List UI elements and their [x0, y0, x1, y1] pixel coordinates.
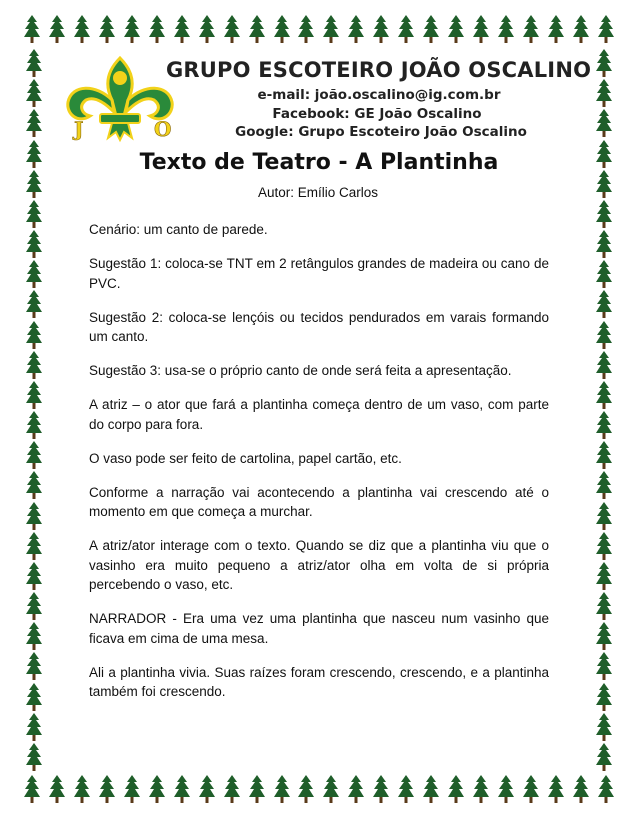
tree-border-bottom	[22, 774, 616, 808]
pine-tree-icon	[24, 108, 44, 138]
pine-tree-icon	[24, 561, 44, 591]
pine-tree-icon	[446, 774, 466, 804]
pine-tree-icon	[594, 108, 614, 138]
pine-tree-icon	[571, 14, 591, 44]
pine-tree-icon	[72, 774, 92, 804]
paragraph: Sugestão 3: usa-se o próprio canto de onde será feita a apresentação.	[89, 363, 512, 378]
pine-tree-icon	[24, 199, 44, 229]
pine-tree-icon	[147, 774, 167, 804]
contact-email: e-mail: joão.oscalino@ig.com.br	[257, 87, 501, 103]
pine-tree-icon	[471, 774, 491, 804]
pine-tree-icon	[24, 289, 44, 319]
pine-tree-icon	[321, 774, 341, 804]
pine-tree-icon	[594, 78, 614, 108]
paragraph: Cenário: um canto de parede.	[89, 222, 268, 237]
pine-tree-icon	[371, 774, 391, 804]
pine-tree-icon	[594, 169, 614, 199]
paragraph: A atriz – o ator que fará a plantinha começa dentro de um vaso, com parte do corpo para fora.	[89, 397, 549, 432]
pine-tree-icon	[172, 14, 192, 44]
pine-tree-icon	[24, 229, 44, 259]
pine-tree-icon	[24, 470, 44, 500]
pine-tree-icon	[24, 651, 44, 681]
contact-google: Google: Grupo Escoteiro João Oscalino	[235, 124, 527, 140]
pine-tree-icon	[222, 774, 242, 804]
pine-tree-icon	[247, 14, 267, 44]
pine-tree-icon	[594, 682, 614, 712]
pine-tree-icon	[496, 774, 516, 804]
pine-tree-icon	[596, 774, 616, 804]
paragraph: Sugestão 1: coloca-se TNT em 2 retângulos grandes de madeira ou cano de PVC.	[89, 256, 549, 291]
pine-tree-icon	[24, 621, 44, 651]
pine-tree-icon	[24, 78, 44, 108]
pine-tree-icon	[97, 14, 117, 44]
pine-tree-icon	[496, 14, 516, 44]
pine-tree-icon	[197, 774, 217, 804]
pine-tree-icon	[147, 14, 167, 44]
pine-tree-icon	[22, 14, 42, 44]
pine-tree-icon	[446, 14, 466, 44]
pine-tree-icon	[594, 289, 614, 319]
pine-tree-icon	[296, 14, 316, 44]
paragraph: Conforme a narração vai acontecendo a plantinha vai crescendo até o momento em que começa a murchar.	[89, 484, 549, 519]
document-body	[89, 220, 549, 716]
pine-tree-icon	[321, 14, 341, 44]
tree-border-left	[24, 48, 44, 772]
fleur-de-lis-logo	[60, 54, 180, 144]
pine-tree-icon	[594, 531, 614, 561]
pine-tree-icon	[594, 259, 614, 289]
pine-tree-icon	[272, 774, 292, 804]
contact-facebook: Facebook: GE João Oscalino	[272, 106, 482, 122]
pine-tree-icon	[296, 774, 316, 804]
pine-tree-icon	[546, 774, 566, 804]
pine-tree-icon	[24, 531, 44, 561]
pine-tree-icon	[24, 712, 44, 742]
pine-tree-icon	[594, 410, 614, 440]
pine-tree-icon	[594, 199, 614, 229]
pine-tree-icon	[24, 139, 44, 169]
pine-tree-icon	[594, 440, 614, 470]
pine-tree-icon	[594, 320, 614, 350]
logo-letter-o: O	[154, 117, 172, 141]
pine-tree-icon	[396, 14, 416, 44]
pine-tree-icon	[421, 774, 441, 804]
organization-name: GRUPO ESCOTEIRO JOÃO OSCALINO	[166, 58, 592, 82]
page-title: Texto de Teatro - A Plantinha	[139, 150, 499, 175]
pine-tree-icon	[122, 774, 142, 804]
pine-tree-icon	[24, 350, 44, 380]
pine-tree-icon	[594, 561, 614, 591]
pine-tree-icon	[247, 774, 267, 804]
pine-tree-icon	[47, 14, 67, 44]
pine-tree-icon	[594, 350, 614, 380]
paragraph: O vaso pode ser feito de cartolina, papel cartão, etc.	[89, 450, 402, 466]
pine-tree-icon	[24, 440, 44, 470]
pine-tree-icon	[594, 501, 614, 531]
logo-letter-j: J	[74, 117, 84, 141]
pine-tree-icon	[24, 410, 44, 440]
pine-tree-icon	[122, 14, 142, 44]
pine-tree-icon	[594, 712, 614, 742]
paragraph: Ali a plantinha vivia. Suas raízes foram crescendo, crescendo, e a plantinha também foi crescendo.	[89, 664, 549, 699]
pine-tree-icon	[594, 651, 614, 681]
pine-tree-icon	[521, 14, 541, 44]
pine-tree-icon	[594, 621, 614, 651]
paragraph: NARRADOR - Era uma vez uma plantinha que nasceu num vasinho que ficava em cima de uma mesa.	[89, 611, 549, 646]
pine-tree-icon	[24, 380, 44, 410]
pine-tree-icon	[172, 774, 192, 804]
pine-tree-icon	[471, 14, 491, 44]
pine-tree-icon	[24, 742, 44, 772]
pine-tree-icon	[596, 14, 616, 44]
pine-tree-icon	[47, 774, 67, 804]
pine-tree-icon	[222, 14, 242, 44]
pine-tree-icon	[594, 742, 614, 772]
paragraph: A atriz/ator interage com o texto. Quando se diz que a plantinha viu que o vasinho era muito pequeno a atriz/ator olha em volta de si própria percebendo o vaso, etc.	[89, 538, 549, 592]
pine-tree-icon	[396, 774, 416, 804]
pine-tree-icon	[24, 48, 44, 78]
pine-tree-icon	[24, 682, 44, 712]
pine-tree-icon	[72, 14, 92, 44]
pine-tree-icon	[24, 259, 44, 289]
pine-tree-icon	[24, 320, 44, 350]
pine-tree-icon	[546, 14, 566, 44]
author-line: Autor: Emílio Carlos	[257, 185, 379, 200]
pine-tree-icon	[594, 139, 614, 169]
pine-tree-icon	[346, 774, 366, 804]
pine-tree-icon	[594, 48, 614, 78]
pine-tree-icon	[24, 501, 44, 531]
pine-tree-icon	[594, 380, 614, 410]
pine-tree-icon	[371, 14, 391, 44]
pine-tree-icon	[521, 774, 541, 804]
pine-tree-icon	[346, 14, 366, 44]
pine-tree-icon	[97, 774, 117, 804]
pine-tree-icon	[22, 774, 42, 804]
pine-tree-icon	[571, 774, 591, 804]
pine-tree-icon	[197, 14, 217, 44]
pine-tree-icon	[594, 229, 614, 259]
pine-tree-icon	[421, 14, 441, 44]
tree-border-top	[22, 14, 616, 48]
pine-tree-icon	[272, 14, 292, 44]
pine-tree-icon	[24, 169, 44, 199]
tree-border-right	[594, 48, 614, 772]
pine-tree-icon	[24, 591, 44, 621]
pine-tree-icon	[594, 591, 614, 621]
paragraph: Sugestão 2: coloca-se lençóis ou tecidos pendurados em varais formando um canto.	[89, 309, 549, 344]
pine-tree-icon	[594, 470, 614, 500]
